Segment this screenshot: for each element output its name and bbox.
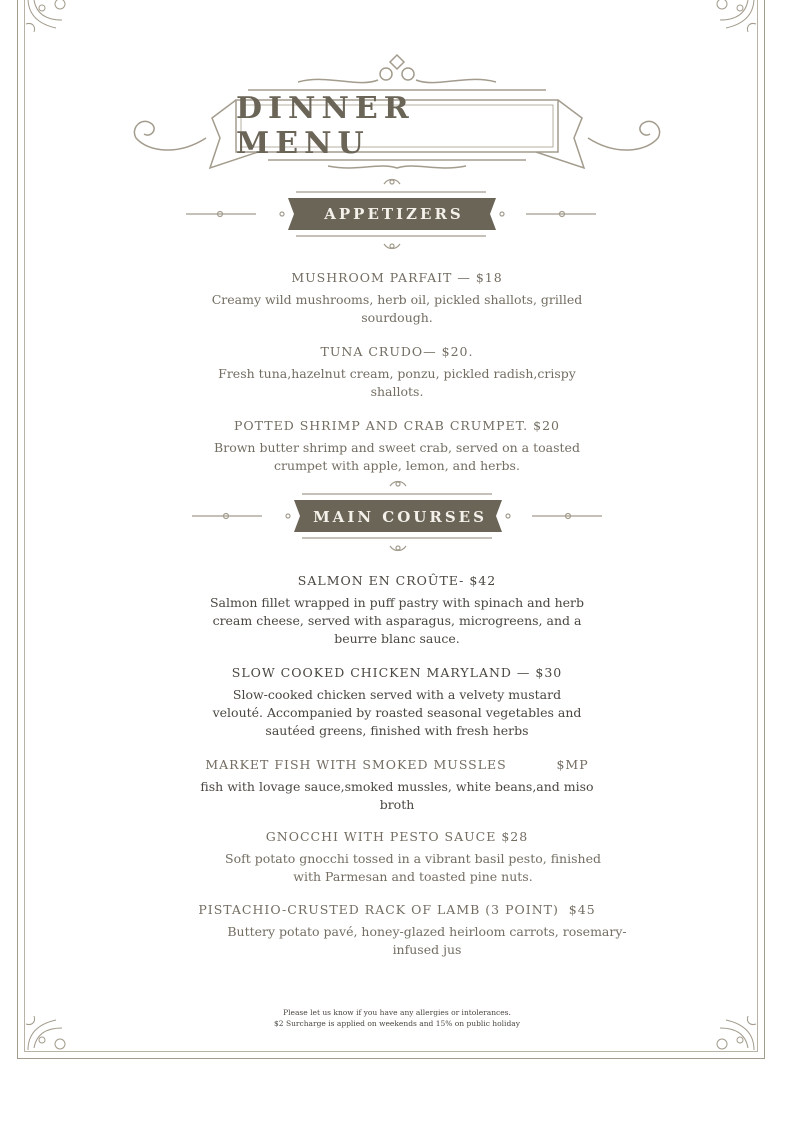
corner-flourish-top-right	[712, 0, 760, 42]
menu-title: DINNER MENU	[236, 91, 415, 161]
menu-item-description: fish with lovage sauce,smoked mussles, white beans,and miso broth	[200, 779, 594, 812]
menu-item-name: TUNA CRUDO— $20.	[320, 344, 474, 359]
menu-item-description: Soft potato gnocchi tossed in a vibrant basil pesto, finished with Parmesan and toasted pine nuts.	[225, 851, 601, 884]
menu-item-name: POTTED SHRIMP AND CRAB CRUMPET. $20	[234, 418, 560, 433]
corner-flourish-top-left	[22, 0, 70, 42]
menu-item-name: MARKET FISH WITH SMOKED MUSSLES $MP	[205, 757, 589, 772]
menu-item-description: Creamy wild mushrooms, herb oil, pickled shallots, grilled sourdough.	[211, 292, 583, 325]
menu-item-description: Salmon fillet wrapped in puff pastry with spinach and herb cream cheese, served with asparagus, microgreens, and a beurre blanc sauce.	[209, 595, 585, 646]
menu-item-name: SLOW COOKED CHICKEN MARYLAND — $30	[231, 665, 563, 680]
menu-item-name: GNOCCHI WITH PESTO SAUCE $28	[265, 829, 529, 844]
menu-item-description: Brown butter shrimp and sweet crab, served on a toasted crumpet with apple, lemon, and herbs.	[214, 440, 580, 473]
section-title-main-courses: MAIN COURSES	[313, 508, 487, 526]
menu-item-description: Slow-cooked chicken served with a velvety mustard velouté. Accompanied by roasted seasonal vegetables and sautéed greens, finished with fresh herbs	[212, 687, 582, 738]
menu-item-description: Fresh tuna,hazelnut cream, ponzu, pickled radish,crispy shallots.	[218, 366, 576, 399]
corner-flourish-bottom-left	[22, 1006, 70, 1054]
corner-flourish-bottom-right	[712, 1006, 760, 1054]
menu-item-name: SALMON EN CROÛTE- $42	[297, 573, 497, 588]
menu-item-description: Buttery potato pavé, honey-glazed heirloom carrots, rosemary-infused jus	[227, 924, 627, 957]
section-title-appetizers: APPETIZERS	[324, 205, 464, 223]
menu-item-name: PISTACHIO-CRUSTED RACK OF LAMB (3 POINT) $45	[198, 902, 596, 917]
surcharge-note: $2 Surcharge is applied on weekends and 15% on public holiday	[274, 1019, 520, 1028]
menu-item-name: MUSHROOM PARFAIT — $18	[291, 270, 503, 285]
allergy-note: Please let us know if you have any allergies or intolerances.	[283, 1008, 511, 1017]
